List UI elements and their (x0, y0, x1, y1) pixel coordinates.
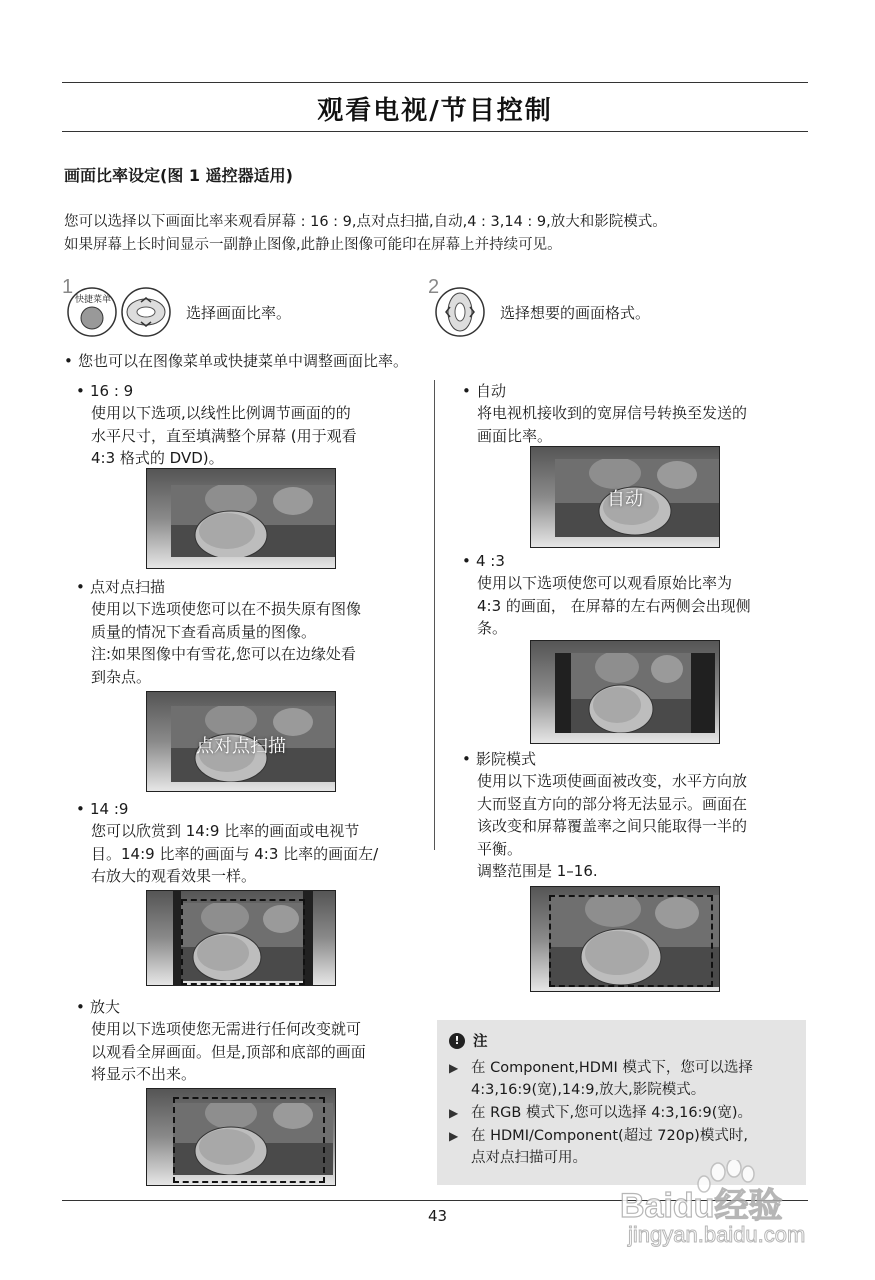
item-4-3 (462, 550, 802, 640)
screen-14-9-illustration (146, 890, 336, 986)
item-16-9 (76, 380, 416, 470)
screen-overlay-label: 自动 (607, 489, 643, 510)
item-body-line: 将显示不出来。 (91, 1065, 197, 1083)
item-body-line: 您可以欣赏到 14:9 比率的画面或电视节 (91, 822, 360, 840)
quick-menu-button-label: 快捷菜单 (74, 295, 111, 305)
bullet: • (76, 800, 85, 818)
page-title: 观看电视/节目控制 (317, 96, 553, 126)
up-down-arrows-icon (120, 286, 172, 338)
page-number: 43 (427, 1207, 448, 1225)
item-just-scan (76, 576, 416, 688)
item-body-line: 调整范围是 1–16. (477, 862, 598, 880)
item-title: 放大 (90, 998, 121, 1016)
item-body-line: 使用以下选项,以线性比例调节画面的的 (91, 404, 351, 422)
item-body-line: 使用以下选项使您可以观看原始比率为 (477, 574, 733, 592)
bullet: • (462, 382, 471, 400)
item-title: 影院模式 (476, 750, 537, 768)
title-underline (62, 131, 808, 132)
screen-cinema-illustration (530, 886, 720, 992)
item-body-line: 4:3 的画面， 在屏幕的左右两侧会出现侧 (477, 596, 751, 615)
note-line: 4:3,16:9(宽),14:9,放大,影院模式。 (471, 1082, 706, 1098)
item-body-line: 目。14:9 比率的画面与 4:3 比率的画面左/ (91, 844, 379, 863)
bullet: • (76, 382, 85, 400)
screen-just-scan-illustration (146, 691, 336, 792)
item-body-line: 大而竖直方向的部分将无法显示。画面在 (477, 794, 748, 813)
note-item (449, 1057, 794, 1101)
watermark-brand: Baidu经验 (620, 1187, 783, 1225)
item-auto (462, 380, 802, 447)
note-line: 在 RGB 模式下,您可以选择 4:3,16:9(宽)。 (471, 1105, 753, 1121)
triangle-bullet-icon: ▶ (449, 1061, 459, 1075)
step-2-text: 选择想要的画面格式。 (500, 304, 651, 322)
section-heading: 画面比率设定(图 1 遥控器适用) (64, 166, 293, 185)
screen-zoom-illustration (146, 1088, 336, 1186)
item-body-line: 4:3 格式的 DVD)。 (91, 449, 224, 467)
item-body-line: 到杂点。 (91, 667, 152, 686)
item-body-line: 该改变和屏幕覆盖率之间只能取得一半的 (477, 817, 748, 835)
note-item (449, 1102, 794, 1124)
item-body-line: 平衡。 (477, 839, 523, 858)
left-right-arrows-icon (434, 286, 486, 338)
step-1-number: 1 (62, 276, 74, 298)
crop-outline (173, 1097, 325, 1183)
general-note (64, 350, 408, 371)
item-body-line: 画面比率。 (477, 426, 553, 445)
baidu-watermark (620, 1160, 860, 1270)
item-body-line: 将电视机接收到的宽屏信号转换至发送的 (477, 404, 748, 422)
item-title: 16 : 9 (90, 382, 134, 400)
bullet: • (462, 750, 471, 768)
bullet: • (76, 998, 85, 1016)
item-body-line: 质量的情况下查看高质量的图像。 (91, 622, 317, 641)
column-divider (434, 380, 435, 850)
top-rule (62, 82, 808, 83)
bullet: • (462, 552, 471, 570)
triangle-bullet-icon: ▶ (449, 1129, 459, 1143)
item-14-9 (76, 798, 416, 888)
crop-outline (181, 899, 305, 985)
item-body-line: 使用以下选项使您无需进行任何改变就可 (91, 1020, 362, 1038)
screen-4-3-illustration (530, 640, 720, 744)
item-body-line: 条。 (477, 619, 508, 637)
exclamation-icon: ! (449, 1033, 465, 1049)
item-body-line: 使用以下选项使您可以在不损失原有图像 (91, 600, 362, 618)
general-note-text: 您也可以在图像菜单或快捷菜单中调整画面比率。 (78, 352, 409, 370)
item-cinema (462, 748, 802, 883)
screen-auto-illustration (530, 446, 720, 548)
bullet: • (64, 352, 73, 370)
note-line: 在 HDMI/Component(超过 720p)模式时, (471, 1128, 748, 1144)
item-title: 4 :3 (476, 552, 505, 570)
bullet: • (76, 578, 85, 596)
watermark-url: jingyan.baidu.com (628, 1222, 806, 1247)
note-heading: 注 (473, 1034, 488, 1050)
note-line: 点对点扫描可用。 (471, 1150, 587, 1166)
intro-line-1: 您可以选择以下画面比率来观看屏幕 : 16 : 9,点对点扫描,自动,4 : 3,14 : 9,放大和影院模式。 (64, 214, 667, 230)
screen-overlay-label: 点对点扫描 (196, 736, 286, 757)
item-title: 自动 (476, 382, 507, 400)
step-1-text: 选择画面比率。 (186, 304, 292, 322)
intro-line-2: 如果屏幕上长时间显示一副静止图像,此静止图像可能印在屏幕上并持续可见。 (64, 237, 562, 253)
item-body-line: 右放大的观看效果一样。 (91, 867, 257, 885)
item-body-line: 以观看全屏画面。但是,顶部和底部的画面 (91, 1042, 366, 1061)
item-title: 点对点扫描 (90, 578, 166, 596)
note-line: 在 Component,HDMI 模式下，您可以选择 (471, 1060, 753, 1076)
triangle-bullet-icon: ▶ (449, 1106, 459, 1120)
item-zoom (76, 996, 416, 1086)
screen-16-9-illustration (146, 468, 336, 569)
item-body-line: 水平尺寸，直至填满整个屏幕 (用于观看 (91, 426, 357, 445)
step-2-number: 2 (428, 276, 440, 298)
item-title: 14 :9 (90, 800, 129, 818)
crop-outline (549, 895, 713, 987)
item-body-line: 使用以下选项使画面被改变，水平方向放 (477, 772, 748, 790)
item-body-line: 注:如果图像中有雪花,您可以在边缘处看 (91, 645, 356, 663)
